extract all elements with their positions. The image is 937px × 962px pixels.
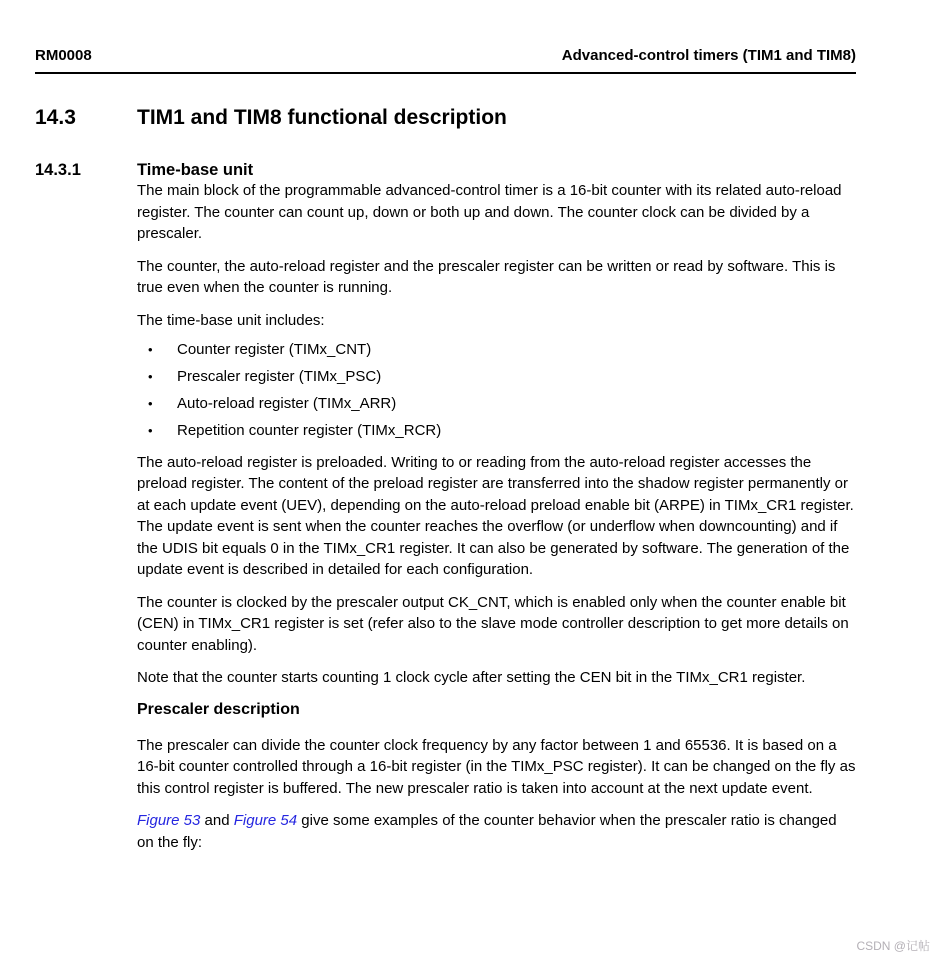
list-item-label: Counter register (TIMx_CNT) bbox=[177, 341, 372, 358]
paragraph-counter-written: The counter, the auto-reload register and the prescaler register can be written or read by software. This is true even when the counter is running. bbox=[137, 257, 836, 296]
paragraph-cen-note: Note that the counter starts counting 1 clock cycle after setting the CEN bit in the TIMx_CR1 register. bbox=[137, 669, 806, 686]
running-header bbox=[35, 48, 856, 74]
body-text-column bbox=[137, 180, 856, 853]
timebase-register-list bbox=[137, 339, 856, 442]
bullet-icon: • bbox=[148, 396, 153, 411]
subsection-number: 14.3.1 bbox=[35, 161, 81, 179]
paragraph-timebase-includes: The time-base unit includes: bbox=[137, 311, 325, 329]
csdn-watermark: CSDN @记帖 bbox=[856, 939, 930, 953]
figure-54-link[interactable]: Figure 54 bbox=[233, 812, 298, 829]
prescaler-description-heading: Prescaler description bbox=[137, 700, 300, 718]
list-item bbox=[148, 339, 856, 361]
list-item bbox=[148, 393, 856, 415]
bullet-icon: • bbox=[148, 423, 153, 438]
chapter-title: Advanced-control timers (TIM1 and TIM8) bbox=[561, 47, 856, 64]
subsection-title: Time-base unit bbox=[137, 161, 254, 179]
bullet-icon: • bbox=[148, 369, 153, 384]
paragraph-main-block: The main block of the programmable advanced-control timer is a 16-bit counter with its related auto-reload register. The counter can count up, down or both up and down. The counter clock can be divided by a prescaler. bbox=[137, 182, 842, 242]
figure-sentence-rest: give some examples of the counter behavior when the prescaler ratio is changed on the fly: bbox=[137, 812, 837, 851]
section-number: 14.3 bbox=[35, 106, 76, 129]
figure-sentence-between: and bbox=[200, 812, 234, 829]
section-title: TIM1 and TIM8 functional description bbox=[137, 106, 507, 129]
paragraph-autoreload-preloaded: The auto-reload register is preloaded. Writing to or reading from the auto-reload register accesses the preload register. The content of the preload register are transferred into the shadow register permanently or at each update event (UEV), depending on the auto-reload preload enable bit (ARPE) in TIMx_CR1 register. The update event is sent when the counter reaches the overflow (or underflow when downcounting) and if the UDIS bit equals 0 in the TIMx_CR1 register. It can also be generated by software. The generation of the update event is described in detailed for each configuration. bbox=[137, 453, 854, 578]
section-heading bbox=[35, 105, 856, 130]
doc-id: RM0008 bbox=[35, 47, 92, 64]
list-item bbox=[148, 366, 856, 388]
bullet-icon: • bbox=[148, 342, 153, 357]
figure-53-link[interactable]: Figure 53 bbox=[137, 812, 201, 829]
subsection-heading bbox=[35, 160, 856, 180]
paragraph-counter-clocked: The counter is clocked by the prescaler output CK_CNT, which is enabled only when the counter enable bit (CEN) in TIMx_CR1 register is set (refer also to the slave mode controller description to get more details on counter enabling). bbox=[137, 593, 849, 654]
list-item-label: Auto-reload register (TIMx_ARR) bbox=[177, 395, 397, 412]
paragraph-prescaler-divide: The prescaler can divide the counter clock frequency by any factor between 1 and 65536. It is based on a 16-bit counter controlled through a 16-bit register (in the TIMx_PSC register). It can be changed on the fly as this control register is buffered. The new prescaler ratio is taken into account at the next update event. bbox=[137, 736, 856, 797]
list-item bbox=[148, 420, 856, 442]
list-item-label: Prescaler register (TIMx_PSC) bbox=[177, 368, 382, 385]
paragraph-figure-references bbox=[137, 810, 856, 853]
list-item-label: Repetition counter register (TIMx_RCR) bbox=[177, 422, 442, 439]
